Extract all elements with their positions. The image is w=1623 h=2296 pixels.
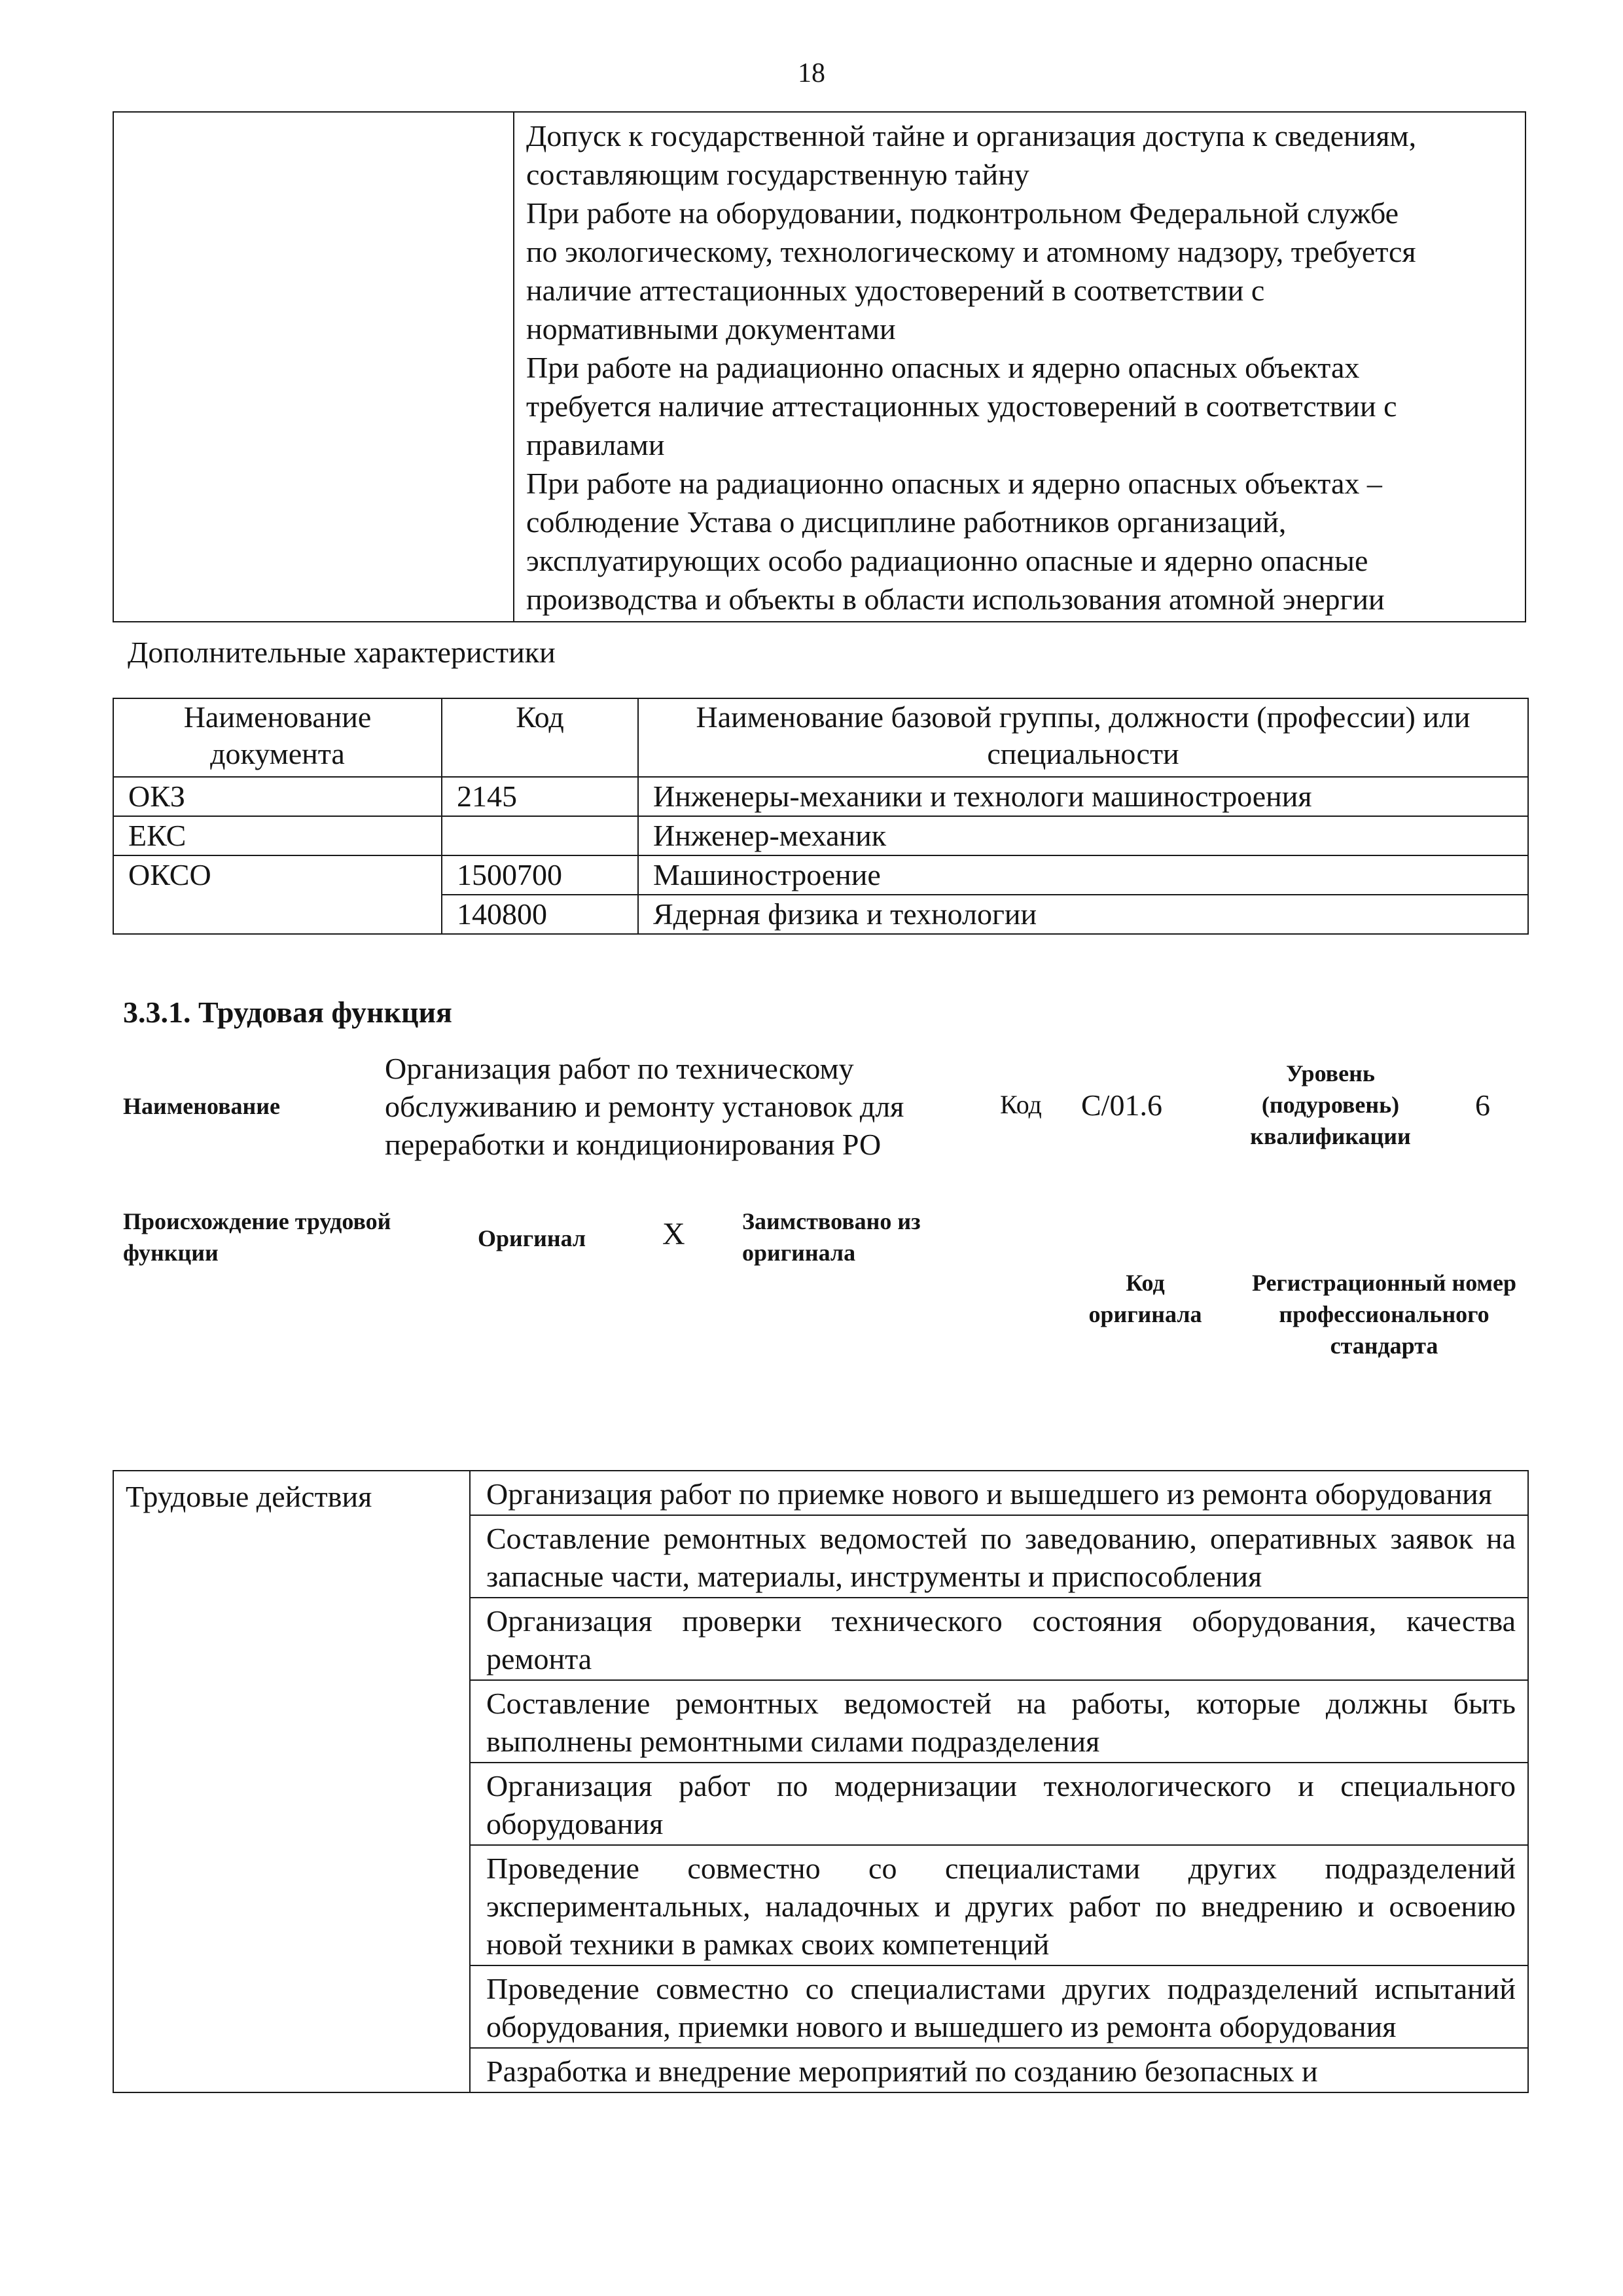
function-code: С/01.6 — [1081, 1088, 1162, 1122]
requirement-line: Допуск к государственной тайне и организация доступа к сведениям, — [526, 119, 1417, 152]
cell-code: 2145 — [442, 777, 638, 816]
requirement-line: При работе на радиационно опасных и ядерно опасных объектах – — [526, 467, 1382, 500]
requirement-line: эксплуатирующих особо радиационно опасные и ядерно опасные — [526, 544, 1368, 577]
original-code-label: Код оригинала — [1088, 1270, 1202, 1327]
cell-document: ОКСО — [113, 855, 442, 934]
labor-action: Организация работ по приемке нового и вышедшего из ремонта оборудования — [470, 1471, 1528, 1515]
cell-name: Ядерная физика и технологии — [638, 895, 1528, 934]
requirements-text-cell — [514, 112, 1525, 622]
table-row — [113, 777, 1528, 816]
table-row — [113, 816, 1528, 855]
requirement-line: составляющим государственную тайну — [526, 158, 1029, 191]
cell-name: Инженер-механик — [638, 816, 1528, 855]
cell-code: 140800 — [442, 895, 638, 934]
requirement-line: наличие аттестационных удостоверений в соответствии с — [526, 274, 1265, 307]
cell-name: Инженеры-механики и технологи машиностроения — [638, 777, 1528, 816]
header-document: Наименование документа — [113, 698, 442, 777]
labor-actions-table — [113, 1470, 1529, 2093]
header-name: Наименование базовой группы, должности (профессии) или специальности — [638, 698, 1528, 777]
table-row — [113, 855, 1528, 895]
requirement-line: по экологическому, технологическому и атомному надзору, требуется — [526, 235, 1416, 268]
requirement-line: нормативными документами — [526, 312, 896, 346]
qualification-level-value: 6 — [1475, 1088, 1490, 1122]
name-label: Наименование — [123, 1093, 280, 1119]
requirement-line: При работе на оборудовании, подконтрольном Федеральной службе — [526, 196, 1399, 230]
cell-document: ОКЗ — [113, 777, 442, 816]
cell-document: ЕКС — [113, 816, 442, 855]
requirement-line: производства и объекты в области использования атомной энергии — [526, 583, 1385, 616]
labor-action: Составление ремонтных ведомостей на работы, которые должны быть выполнены ремонтными силами подразделения — [470, 1680, 1528, 1763]
additional-characteristics-table — [113, 698, 1529, 935]
labor-action: Организация работ по модернизации технологического и специального оборудования — [470, 1763, 1528, 1845]
labor-actions-label: Трудовые действия — [113, 1471, 470, 2092]
cell-name: Машиностроение — [638, 855, 1528, 895]
function-name: Организация работ по техническому обслуживанию и ремонту установок для переработки и кондиционирования РО — [385, 1052, 904, 1161]
qualification-level-label: Уровень (подуровень) квалификации — [1250, 1060, 1411, 1149]
labor-action: Проведение совместно со специалистами других подразделений экспериментальных, наладочных и других работ по внедрению и освоению новой техники в рамках своих компетенций — [470, 1845, 1528, 1965]
table-header-row — [113, 698, 1528, 777]
original-mark: X — [662, 1217, 685, 1251]
labor-action: Организация проверки технического состояния оборудования, качества ремонта — [470, 1598, 1528, 1680]
page-number: 18 — [798, 58, 825, 88]
origin-label: Происхождение трудовой функции — [123, 1208, 391, 1266]
labor-action: Разработка и внедрение мероприятий по созданию безопасных и — [470, 2048, 1528, 2092]
additional-characteristics-title: Дополнительные характеристики — [128, 636, 556, 669]
requirements-table — [113, 111, 1526, 622]
requirement-line: соблюдение Устава о дисциплине работников организаций, — [526, 505, 1287, 539]
table-row — [113, 1471, 1528, 1515]
requirement-line: требуется наличие аттестационных удостоверений в соответствии с — [526, 389, 1397, 423]
requirements-label-cell — [113, 112, 514, 622]
labor-action: Проведение совместно со специалистами других подразделений испытаний оборудования, приемки нового и вышедшего из ремонта оборудования — [470, 1965, 1528, 2048]
header-code: Код — [442, 698, 638, 777]
requirement-line: При работе на радиационно опасных и ядерно опасных объектах — [526, 351, 1360, 384]
registration-number-label: Регистрационный номер профессионального стандарта — [1251, 1270, 1517, 1359]
cell-code — [442, 816, 638, 855]
requirement-line: правилами — [526, 428, 665, 461]
labor-action: Составление ремонтных ведомостей по заведованию, оперативных заявок на запасные части, материалы, инструменты и приспособления — [470, 1515, 1528, 1598]
borrowed-label: Заимствовано из оригинала — [742, 1208, 921, 1266]
labor-function-title: 3.3.1. Трудовая функция — [123, 996, 452, 1029]
cell-code: 1500700 — [442, 855, 638, 895]
original-label: Оригинал — [478, 1225, 586, 1251]
code-label: Код — [1000, 1090, 1042, 1119]
